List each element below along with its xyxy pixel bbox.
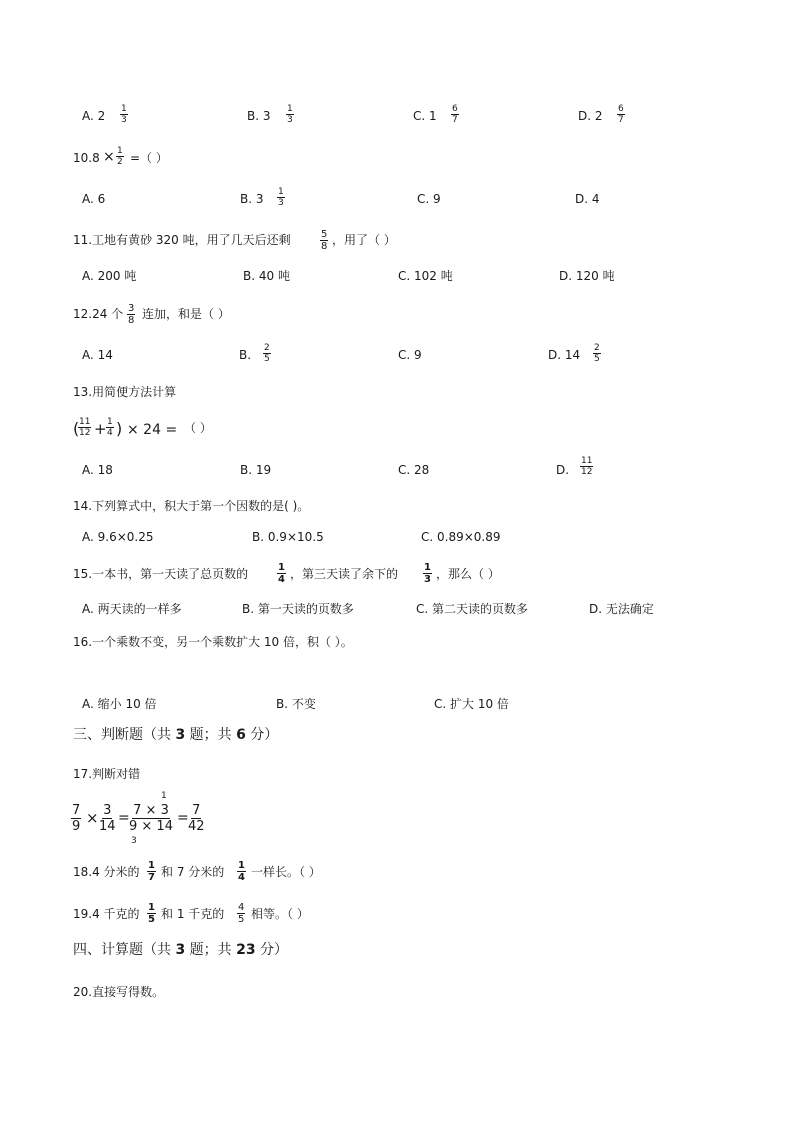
q17-fraction-c: 7 × 3 9 × 14	[129, 803, 173, 834]
q17-cancel-top: 1	[161, 791, 167, 801]
q13-option-d: D.	[556, 463, 570, 477]
q15-option-a: A. 两天读的一样多	[82, 602, 182, 616]
q13-option-d-fraction: 11 12	[581, 456, 593, 477]
q10-times: ×	[103, 149, 115, 165]
q14-title: 14.下列算式中，积大于第一个因数的是( )。	[73, 499, 310, 513]
q13-title: 13.用简便方法计算	[73, 385, 177, 399]
q17-equals-1: =	[118, 810, 130, 826]
q9-option-d-fraction: 6 7	[618, 104, 624, 125]
q18-suffix: 一样长。（ ）	[251, 865, 321, 879]
q16-option-a: A. 缩小 10 倍	[82, 697, 157, 711]
q11-option-d: D. 120 吨	[559, 269, 615, 283]
q17-fraction-b: 3 14	[99, 803, 116, 834]
q20-title: 20.直接写得数。	[73, 985, 165, 999]
q17-equals-2: =	[177, 810, 189, 826]
q13-option-c: C. 28	[398, 463, 430, 477]
q12-option-c: C. 9	[398, 348, 422, 362]
q13-times: × 24 =	[127, 422, 178, 438]
q12-fraction: 3 8	[128, 303, 135, 326]
q10-option-b: B. 3	[240, 192, 264, 206]
q12-suffix: 连加，和是（ ）	[142, 307, 230, 321]
q13-option-a: A. 18	[82, 463, 113, 477]
q15-fraction-1: 1 4	[278, 562, 285, 585]
q9-option-b: B. 3	[247, 109, 271, 123]
q9-option-a: A. 2	[82, 109, 106, 123]
q12-option-d-fraction: 2 5	[594, 343, 600, 364]
q19-fraction-2: 4 5	[238, 902, 245, 925]
q12-option-b: B.	[239, 348, 252, 362]
q19-fraction-1: 1 5	[148, 902, 155, 925]
q17-times: ×	[86, 809, 99, 827]
q10-option-d: D. 4	[575, 192, 600, 206]
q18-fraction-1: 1 7	[148, 860, 155, 883]
q12-option-b-fraction: 2 5	[264, 343, 270, 364]
q14-option-c: C. 0.89×0.89	[421, 530, 501, 544]
q14-option-b: B. 0.9×10.5	[252, 530, 324, 544]
q11-option-c: C. 102 吨	[398, 269, 453, 283]
q10-option-a: A. 6	[82, 192, 106, 206]
section-3-heading: 三、判断题（共 3 题；共 6 分）	[73, 727, 279, 743]
q15-option-c: C. 第二天读的页数多	[416, 602, 529, 616]
q15-middle: ，第三天读了余下的	[290, 567, 399, 581]
q17-fraction-a: 7 9	[72, 803, 81, 834]
q11-fraction: 5 8	[321, 229, 328, 252]
q9-option-b-fraction: 1 3	[287, 104, 293, 125]
q18-fraction-2: 1 4	[238, 860, 245, 883]
q11-prefix: 11.工地有黄砂 320 吨，用了几天后还剩	[73, 233, 291, 247]
q16-option-c: C. 扩大 10 倍	[434, 697, 509, 711]
q13-open-paren: (	[73, 419, 80, 438]
q9-option-c-fraction: 6 7	[452, 104, 458, 125]
q18-prefix: 18.4 分米的	[73, 865, 140, 879]
q15-option-d: D. 无法确定	[589, 602, 654, 616]
q19-prefix: 19.4 千克的	[73, 907, 140, 921]
q10-suffix: =（ ）	[130, 151, 168, 165]
q17-cancel-bottom: 3	[131, 836, 137, 846]
q13-option-b: B. 19	[240, 463, 272, 477]
q18-middle: 和 7 分米的	[161, 865, 225, 879]
q17-fraction-d: 7 42	[188, 803, 205, 834]
q13-blank: （ ）	[184, 421, 212, 435]
q9-option-c: C. 1	[413, 109, 437, 123]
q15-prefix: 15.一本书，第一天读了总页数的	[73, 567, 249, 581]
q16-option-b: B. 不变	[276, 697, 316, 711]
q11-option-b: B. 40 吨	[243, 269, 290, 283]
q10-fraction: 1 2	[117, 146, 123, 167]
q15-fraction-2: 1 3	[424, 562, 431, 585]
q13-fraction-2: 1 4	[107, 417, 113, 438]
q16-title: 16.一个乘数不变，另一个乘数扩大 10 倍，积（ ）。	[73, 635, 353, 649]
q12-option-d: D. 14	[548, 348, 581, 362]
q11-option-a: A. 200 吨	[82, 269, 137, 283]
q10-option-c: C. 9	[417, 192, 441, 206]
q13-plus: +	[94, 420, 107, 438]
q17-title: 17.判断对错	[73, 767, 141, 781]
q13-close-paren: )	[116, 419, 123, 438]
q19-suffix: 相等。（ ）	[251, 907, 309, 921]
q12-option-a: A. 14	[82, 348, 113, 362]
q15-option-b: B. 第一天读的页数多	[242, 602, 354, 616]
q13-fraction-1: 11 12	[79, 417, 91, 438]
q12-prefix: 12.24 个	[73, 307, 124, 321]
q15-suffix: ，那么（ ）	[436, 567, 500, 581]
q10-option-b-fraction: 1 3	[278, 187, 284, 208]
q19-middle: 和 1 千克的	[161, 907, 225, 921]
q10-prefix: 10.8	[73, 151, 100, 165]
q9-option-d: D. 2	[578, 109, 603, 123]
q14-option-a: A. 9.6×0.25	[82, 530, 154, 544]
q9-option-a-fraction: 1 3	[121, 104, 127, 125]
q11-suffix: ，用了（ ）	[332, 233, 396, 247]
section-4-heading: 四、计算题（共 3 题；共 23 分）	[73, 942, 289, 958]
